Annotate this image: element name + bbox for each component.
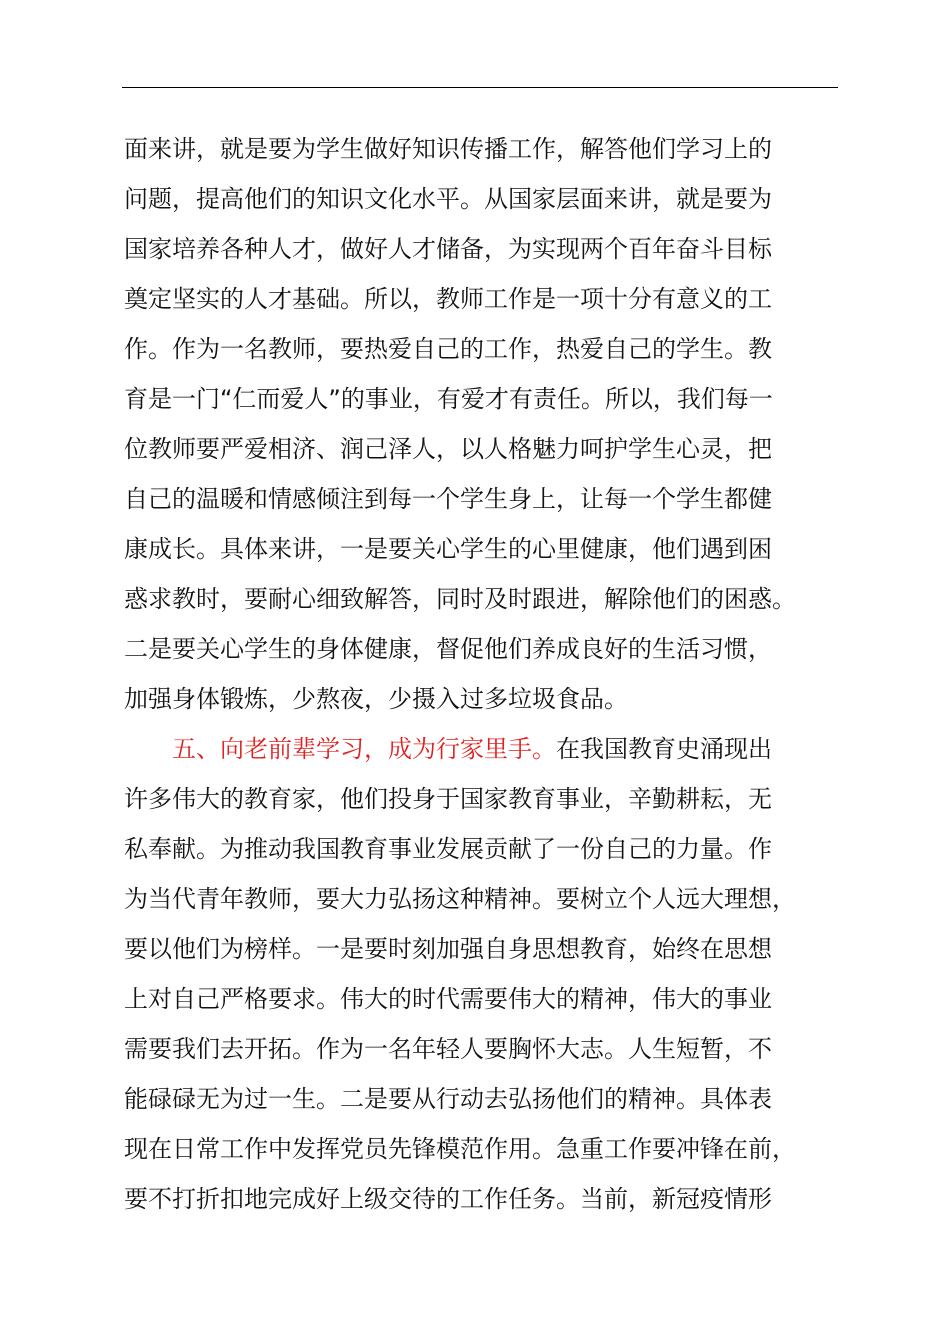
text-line: 自己的温暖和情感倾注到每一个学生身上，让每一个学生都健 — [124, 485, 772, 513]
paragraph-1 — [124, 124, 854, 724]
paragraph-2 — [124, 724, 854, 1224]
section-heading: 五、向老前辈学习，成为行家里手。 — [172, 735, 556, 763]
text-line: 现在日常工作中发挥党员先锋模范作用。急重工作要冲锋在前， — [124, 1135, 796, 1163]
text-line: 要不打折扣地完成好上级交待的工作任务。当前，新冠疫情形 — [124, 1185, 772, 1213]
text-line: 奠定坚实的人才基础。所以，教师工作是一项十分有意义的工 — [124, 285, 772, 313]
text-line: 育是一门“仁而爱人”的事业，有爱才有责任。所以，我们每一 — [124, 385, 773, 413]
heading-line-rest: 在我国教育史涌现出 — [556, 735, 772, 763]
body-text — [124, 124, 854, 1224]
text-line: 私奉献。为推动我国教育事业发展贡献了一份自己的力量。作 — [124, 835, 772, 863]
text-line: 要以他们为榜样。一是要时刻加强自身思想教育，始终在思想 — [124, 935, 772, 963]
text-line: 位教师要严爱相济、润己泽人，以人格魅力呵护学生心灵，把 — [124, 435, 772, 463]
text-line: 上对自己严格要求。伟大的时代需要伟大的精神，伟大的事业 — [124, 985, 772, 1013]
paragraph-first-line — [124, 724, 854, 774]
text-line: 需要我们去开拓。作为一名年轻人要胸怀大志。人生短暂，不 — [124, 1035, 772, 1063]
text-line: 能碌碌无为过一生。二是要从行动去弘扬他们的精神。具体表 — [124, 1085, 772, 1113]
text-line: 惑求教时，要耐心细致解答，同时及时跟进，解除他们的困惑。 — [124, 585, 796, 613]
text-line: 作。作为一名教师，要热爱自己的工作，热爱自己的学生。教 — [124, 335, 772, 363]
text-line: 国家培养各种人才，做好人才储备，为实现两个百年奋斗目标 — [124, 235, 772, 263]
text-line: 许多伟大的教育家，他们投身于国家教育事业，辛勤耕耘，无 — [124, 785, 772, 813]
text-line: 问题，提高他们的知识文化水平。从国家层面来讲，就是要为 — [124, 185, 772, 213]
text-line: 为当代青年教师，要大力弘扬这种精神。要树立个人远大理想， — [124, 885, 796, 913]
text-line: 康成长。具体来讲，一是要关心学生的心里健康，他们遇到困 — [124, 535, 772, 563]
header-rule — [122, 87, 838, 88]
text-line: 面来讲，就是要为学生做好知识传播工作，解答他们学习上的 — [124, 135, 772, 163]
text-line: 加强身体锻炼，少熬夜，少摄入过多垃圾食品。 — [124, 685, 628, 713]
text-line: 二是要关心学生的身体健康，督促他们养成良好的生活习惯， — [124, 635, 772, 663]
